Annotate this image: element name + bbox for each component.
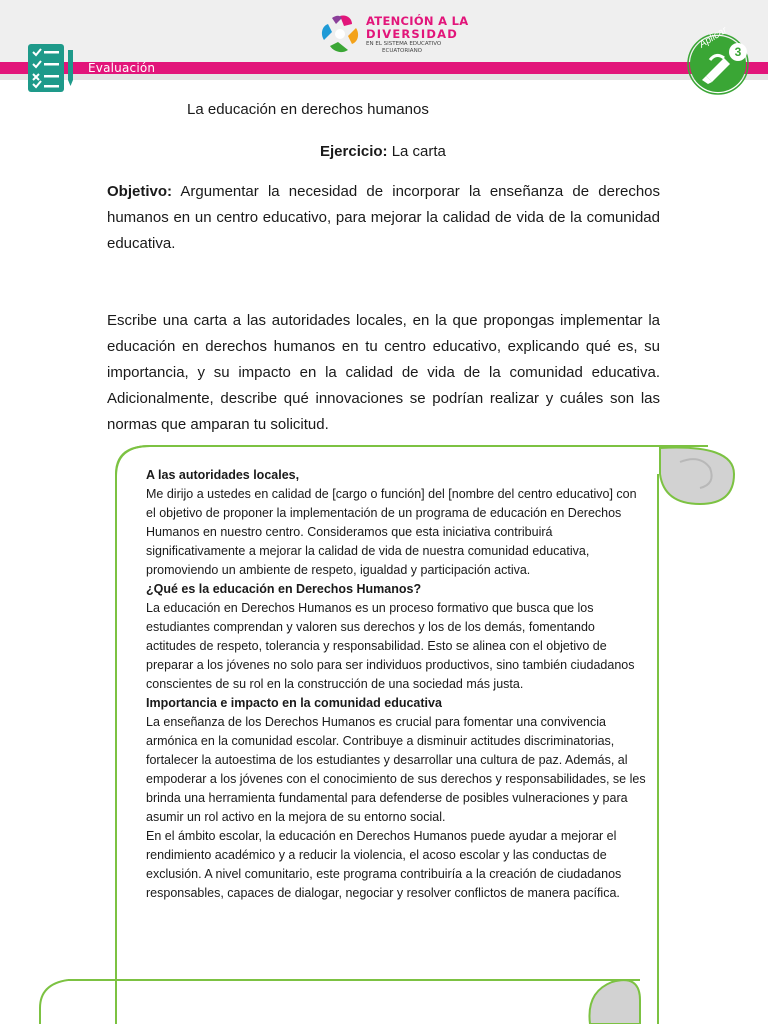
svg-text:3: 3 bbox=[734, 45, 742, 59]
instructions-paragraph: Escribe una carta a las autoridades locales, en la que propongas implementar la educación en derechos humanos en tu centro educativo, explicando qué es, su importancia, y su impacto en la calidad de vida de la comunidad educativa. Adicionalmente, describe qué innovaciones se podrían realizar y cuáles son las normas que amparan tu solicitud. bbox=[107, 312, 660, 433]
letter-paragraph-what-is: La educación en Derechos Humanos es un proceso formativo que busca que los estudiantes comprendan y valoren sus derechos y los de los demás, fomentando actitudes de respeto, tolerancia y responsabilidad. Esto se alinea con el objetivo de preparar a los jóvenes no solo para ser individuos productivos, sino también ciudadanos conscientes de su rol en la construcción de una sociedad más justa. bbox=[146, 601, 635, 691]
letter-paragraph-importance: La enseñanza de los Derechos Humanos es crucial para fomentar una convivencia armónica en la comunidad escolar. Contribuye a disminuir actitudes discriminatorias, fortalecer la autoestima de los estudiantes y desarrollar una cultura de paz. Además, al empoderar a los jóvenes con el conocimiento de sus derechos y responsabilidades, se les brinda una herramienta fundamental para defenderse de posibles vulneraciones y para asumir un rol activo en la mejora de su entorno social. bbox=[146, 715, 646, 824]
apply-badge bbox=[680, 24, 756, 100]
letter-paragraph-impact: En el ámbito escolar, la educación en Derechos Humanos puede ayudar a mejorar el rendimiento académico y a reducir la violencia, el acoso escolar y las conductas de exclusión. A nivel comunitario, este programa contribuiría a la creación de ciudadanos responsables, capaces de dialogar, negociar y resolver conflictos de manera pacífica. bbox=[146, 829, 622, 900]
document-title: La educación en derechos humanos bbox=[187, 101, 429, 118]
logo-subtitle-line2: ECUATORIANO bbox=[382, 48, 423, 54]
objective-text: Argumentar la necesidad de incorporar la enseñanza de derechos humanos en un centro educativo, para mejorar la calidad de vida de la comunidad educativa. bbox=[107, 183, 661, 252]
letter-body bbox=[146, 466, 646, 903]
letter-heading-what-is: ¿Qué es la educación en Derechos Humanos? bbox=[146, 582, 422, 596]
logo-subtitle-line1: EN EL SISTEMA EDUCATIVO bbox=[366, 41, 442, 47]
letter-intro: Me dirijo a ustedes en calidad de [cargo o función] del [nombre del centro educativo] con el objetivo de proponer la implementación de un programa de educación en Derechos Humanos en nuestro centro. Consideramos que esta iniciativa contribuirá significativamente a mejorar la calidad de vida de nuestra comunidad educativa, promoviendo un ambiente de respeto, igualdad y participación activa. bbox=[146, 487, 637, 577]
exercise-value: La carta bbox=[391, 143, 446, 160]
logo-hands-icon bbox=[318, 12, 362, 56]
section-label: Evaluación bbox=[88, 61, 156, 75]
logo-title-line1: ATENCIÓN A LA bbox=[366, 14, 469, 28]
checklist-icon bbox=[28, 44, 74, 92]
exercise-heading bbox=[320, 143, 446, 160]
objective-paragraph bbox=[107, 179, 660, 257]
letter-salutation: A las autoridades locales, bbox=[146, 468, 300, 482]
letter-heading-importance: Importancia e impacto en la comunidad educativa bbox=[146, 696, 442, 710]
objective-label: Objetivo: bbox=[107, 183, 173, 200]
exercise-label: Ejercicio: bbox=[320, 143, 388, 160]
logo-title-line2: DIVERSIDAD bbox=[366, 27, 458, 41]
program-logo bbox=[318, 12, 469, 58]
svg-text:Aplicar: Aplicar bbox=[697, 24, 730, 51]
